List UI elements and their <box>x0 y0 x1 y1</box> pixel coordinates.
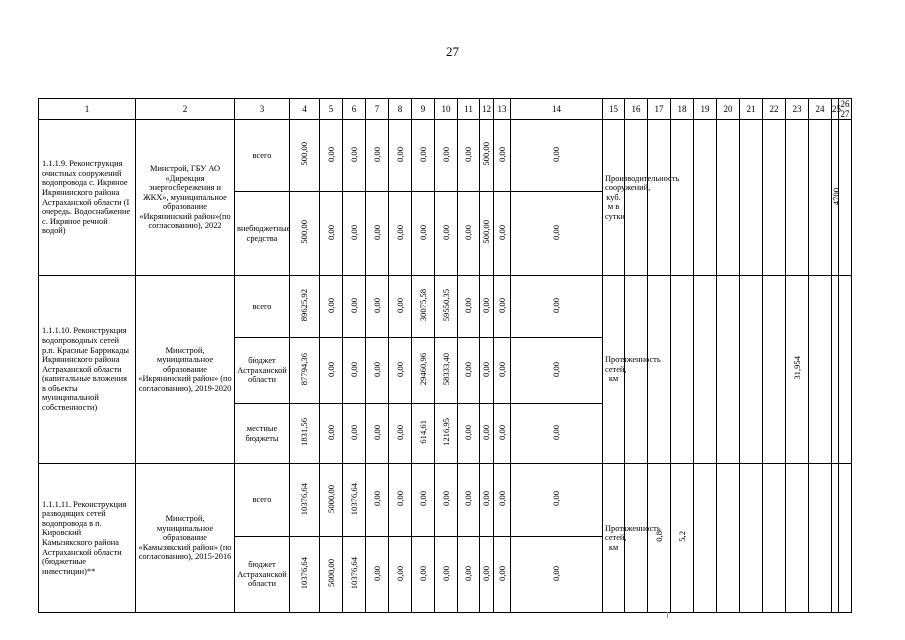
value-cell <box>290 404 320 464</box>
value-cell <box>480 537 494 613</box>
value-text: 0,00 <box>325 146 336 162</box>
value-cell <box>343 276 366 338</box>
value-cell <box>511 276 603 338</box>
value-cell <box>494 120 511 192</box>
value-text: 0,00 <box>463 361 473 377</box>
value-cell <box>290 120 320 192</box>
value-cell <box>511 120 603 192</box>
header-cell: 7 <box>366 99 389 120</box>
value-cell <box>458 276 480 338</box>
value-text: 0,00 <box>394 491 405 507</box>
value-text: 0,00 <box>371 491 382 507</box>
value-text: 0,00 <box>481 491 491 507</box>
header-cell: 3 <box>235 99 290 120</box>
value-cell <box>320 338 343 404</box>
value-cell <box>435 276 458 338</box>
header-cell: 2 <box>136 99 235 120</box>
target-cell <box>648 120 671 276</box>
value-text: 0,00 <box>496 146 507 162</box>
value-text: 0,00 <box>325 361 336 377</box>
value-cell <box>366 276 389 338</box>
target-cell <box>717 464 740 613</box>
target-cell <box>763 120 786 276</box>
value-cell <box>435 404 458 464</box>
value-text: 0,00 <box>440 565 451 581</box>
value-cell <box>435 537 458 613</box>
value-cell <box>343 537 366 613</box>
value-text: 0,00 <box>496 297 507 313</box>
value-cell <box>320 537 343 613</box>
value-cell <box>511 338 603 404</box>
value-text: 0,00 <box>371 361 382 377</box>
value-cell <box>412 120 435 192</box>
value-text: 0,00 <box>394 146 405 162</box>
value-text: 500,00 <box>299 142 309 167</box>
value-text: 0,00 <box>348 297 359 313</box>
value-text: 0,00 <box>551 224 561 240</box>
value-text: 0,00 <box>463 424 473 440</box>
value-cell <box>389 537 412 613</box>
value-cell <box>343 404 366 464</box>
measure-name: 1.1.1.9. Реконструкция очистных сооружений водопровода с. Икряное Икрянинского района Астраханской области (I очередь. Водоснабжение с. Икряное речной водой) <box>39 120 136 276</box>
value-cell <box>511 464 603 537</box>
target-cell <box>740 464 763 613</box>
target-cell <box>832 120 839 276</box>
executor-cell: Минстрой, ГБУ АО «Дирекция энергосбережения и ЖКХ», муниципальное образование «Икрянинский район»(по согласованию), 2022 <box>136 120 235 276</box>
value-text: 30075,58 <box>417 289 428 322</box>
target-cell <box>763 276 786 464</box>
value-text: 10376,64 <box>299 482 309 515</box>
target-cell <box>671 276 694 464</box>
value-cell <box>412 338 435 404</box>
value-cell <box>480 120 494 192</box>
target-cell <box>740 120 763 276</box>
value-text: 0,00 <box>463 224 473 240</box>
value-text: 10376,64 <box>348 482 359 515</box>
value-cell <box>320 276 343 338</box>
value-text: 0,00 <box>481 424 491 440</box>
target-cell <box>740 276 763 464</box>
value-cell <box>412 537 435 613</box>
header-cell: 6 <box>343 99 366 120</box>
value-cell <box>458 338 480 404</box>
value-text: 0,00 <box>325 224 336 240</box>
value-cell <box>458 537 480 613</box>
header-cell: 4 <box>290 99 320 120</box>
value-cell <box>366 120 389 192</box>
value-text: 0,00 <box>394 297 405 313</box>
header-cell: 9 <box>412 99 435 120</box>
value-text: 58333,40 <box>440 353 451 386</box>
target-cell <box>839 464 852 613</box>
executor-cell: Минстрой, муниципальное образование «Камызякский район» (по согласованию), 2015-2016 <box>136 464 235 613</box>
value-text: 0,00 <box>325 424 336 440</box>
value-text: 0,00 <box>440 146 451 162</box>
value-text: 0,00 <box>463 146 473 162</box>
funding-source: всего <box>235 276 290 338</box>
value-cell <box>290 464 320 537</box>
value-text: 0,00 <box>325 297 336 313</box>
target-cell <box>625 120 648 276</box>
value-text: 614,61 <box>417 420 428 445</box>
header-cell: 13 <box>494 99 511 120</box>
target-cell <box>809 120 832 276</box>
target-cell <box>786 276 809 464</box>
value-text: 10376,64 <box>348 557 359 590</box>
value-cell <box>511 404 603 464</box>
value-text: 0,00 <box>348 146 359 162</box>
value-cell <box>343 464 366 537</box>
page-number: 27 <box>446 44 459 59</box>
indicator-cell: Протяженность сетей, км <box>603 276 625 464</box>
value-text: 0,00 <box>348 424 359 440</box>
value-text: 0,00 <box>496 424 507 440</box>
value-cell <box>389 120 412 192</box>
value-cell <box>290 192 320 276</box>
value-cell <box>290 276 320 338</box>
value-cell <box>511 537 603 613</box>
value-cell <box>389 338 412 404</box>
value-text: 5000,00 <box>325 559 336 588</box>
value-text: 0,00 <box>417 565 428 581</box>
value-text: 0,00 <box>463 297 473 313</box>
value-cell <box>458 192 480 276</box>
value-cell <box>366 464 389 537</box>
value-cell <box>366 537 389 613</box>
target-value: 0,8 <box>653 531 664 543</box>
value-text: 5000,00 <box>325 484 336 513</box>
header-cell: 17 <box>648 99 671 120</box>
value-cell <box>343 338 366 404</box>
value-text: 89625,92 <box>299 289 309 322</box>
measure-name: 1.1.1.10. Реконструкция водопроводных сетей р.п. Красные Баррикады Икрянинского района Астраханской области (капитальные вложения в объекты муниципальной собственности) <box>39 276 136 464</box>
header-cell: 25 <box>832 99 839 120</box>
value-cell <box>435 192 458 276</box>
target-cell <box>809 464 832 613</box>
header-cell: 16 <box>625 99 648 120</box>
value-cell <box>389 464 412 537</box>
header-cell: 24 <box>809 99 832 120</box>
value-cell <box>458 404 480 464</box>
indicator-cell: Протяженность сетей, км <box>603 464 625 613</box>
value-text: 0,00 <box>417 146 428 162</box>
value-cell <box>480 276 494 338</box>
funding-source: бюджет Астраханской области <box>235 537 290 613</box>
budget-table <box>38 98 852 613</box>
executor-cell: Минстрой, муниципальное образование «Икрянинский район» (по согласованию), 2019-2020 <box>136 276 235 464</box>
value-text: 0,00 <box>371 224 382 240</box>
value-cell <box>511 192 603 276</box>
funding-source: бюджет Астраханской области <box>235 338 290 404</box>
value-text: 0,00 <box>496 361 507 377</box>
value-cell <box>480 192 494 276</box>
value-cell <box>458 464 480 537</box>
value-text: 0,00 <box>551 297 561 313</box>
header-cell: 5 <box>320 99 343 120</box>
target-cell <box>839 276 852 464</box>
value-text: 0,00 <box>394 565 405 581</box>
value-cell <box>389 276 412 338</box>
header-cell: 19 <box>694 99 717 120</box>
value-cell <box>480 338 494 404</box>
header-cell: 11 <box>458 99 480 120</box>
target-cell <box>694 276 717 464</box>
target-cell <box>671 120 694 276</box>
target-cell <box>786 464 809 613</box>
value-cell <box>320 192 343 276</box>
value-cell <box>494 404 511 464</box>
value-text: 0,00 <box>496 565 507 581</box>
value-text: 1831,56 <box>299 418 309 447</box>
value-cell <box>435 338 458 404</box>
target-cell <box>717 120 740 276</box>
value-text: 0,00 <box>463 565 473 581</box>
value-text: 0,00 <box>371 565 382 581</box>
value-text: 0,00 <box>496 491 507 507</box>
value-cell <box>412 276 435 338</box>
header-cell: 21 <box>740 99 763 120</box>
target-value: 5,2 <box>676 531 687 543</box>
value-cell <box>458 120 480 192</box>
value-cell <box>343 192 366 276</box>
value-text: 0,00 <box>394 361 405 377</box>
target-cell <box>809 276 832 464</box>
value-text: 0,00 <box>551 565 561 581</box>
value-cell <box>494 464 511 537</box>
header-cell: 1 <box>39 99 136 120</box>
value-cell <box>343 120 366 192</box>
target-cell <box>832 464 839 613</box>
header-cell: 18 <box>671 99 694 120</box>
target-cell <box>717 276 740 464</box>
value-text: 0,00 <box>394 224 405 240</box>
measure-name: 1.1.1.11. Реконструкция разводящих сетей водопровода в п. Кировский Камызякского района Астраханской области (бюджетные инвестиции)** <box>39 464 136 613</box>
value-cell <box>494 192 511 276</box>
value-cell <box>389 404 412 464</box>
funding-source: всего <box>235 464 290 537</box>
value-cell <box>320 464 343 537</box>
value-text: 0,00 <box>551 424 561 440</box>
target-cell <box>625 276 648 464</box>
value-text: 0,00 <box>440 224 451 240</box>
value-cell <box>389 192 412 276</box>
value-text: 0,00 <box>440 491 451 507</box>
header-cell: 23 <box>786 99 809 120</box>
value-text: 500,00 <box>299 220 309 245</box>
header-cell: 26 27 <box>840 99 850 119</box>
value-text: 0,00 <box>394 424 405 440</box>
value-text: 0,00 <box>481 361 491 377</box>
value-text: 500,00 <box>481 220 491 245</box>
funding-source: внебюджетные средства <box>235 192 290 276</box>
table-row <box>39 276 852 338</box>
value-cell <box>412 404 435 464</box>
value-cell <box>494 276 511 338</box>
target-cell <box>786 120 809 276</box>
target-cell <box>832 276 839 464</box>
value-cell <box>366 404 389 464</box>
funding-source: местные бюджеты <box>235 404 290 464</box>
indicator-cell: Производительность сооружений, куб. м в сутки <box>603 120 625 276</box>
header-cell: 22 <box>763 99 786 120</box>
value-text: 29460,96 <box>417 353 428 386</box>
target-cell <box>671 464 694 613</box>
value-cell <box>320 404 343 464</box>
header-cell: 15 <box>603 99 625 120</box>
value-cell <box>320 120 343 192</box>
target-value: 31,954 <box>791 356 802 381</box>
value-cell <box>412 464 435 537</box>
value-cell <box>480 464 494 537</box>
table-row <box>39 464 852 537</box>
header-cell: 20 <box>717 99 740 120</box>
scan-mark <box>667 612 668 618</box>
value-text: 0,00 <box>348 224 359 240</box>
target-cell <box>625 464 648 613</box>
value-cell <box>290 338 320 404</box>
header-cell: 12 <box>480 99 494 120</box>
value-text: 0,00 <box>463 491 473 507</box>
value-text: 500,00 <box>481 142 491 167</box>
target-value: 4700 <box>831 187 841 205</box>
value-cell <box>290 537 320 613</box>
value-text: 0,00 <box>417 491 428 507</box>
value-text: 0,00 <box>481 297 491 313</box>
value-cell <box>412 192 435 276</box>
value-cell <box>435 120 458 192</box>
header-cell: 14 <box>511 99 603 120</box>
target-cell <box>648 276 671 464</box>
funding-source: всего <box>235 120 290 192</box>
value-cell <box>494 537 511 613</box>
value-cell <box>366 338 389 404</box>
value-text: 0,00 <box>371 424 382 440</box>
value-text: 0,00 <box>371 146 382 162</box>
value-text: 1216,95 <box>440 418 451 447</box>
header-cell: 10 <box>435 99 458 120</box>
target-cell <box>694 120 717 276</box>
value-text: 0,00 <box>551 491 561 507</box>
target-cell <box>694 464 717 613</box>
value-cell <box>366 192 389 276</box>
value-cell <box>494 338 511 404</box>
value-cell <box>480 404 494 464</box>
value-text: 0,00 <box>551 361 561 377</box>
value-text: 0,00 <box>481 565 491 581</box>
value-text: 0,00 <box>371 297 382 313</box>
value-text: 0,00 <box>551 146 561 162</box>
value-text: 0,00 <box>496 224 507 240</box>
value-text: 59550,35 <box>440 289 451 322</box>
target-cell <box>763 464 786 613</box>
header-cell: 8 <box>389 99 412 120</box>
value-text: 0,00 <box>417 224 428 240</box>
value-cell <box>435 464 458 537</box>
value-text: 87794,36 <box>299 353 309 386</box>
table-row <box>39 120 852 192</box>
value-text: 10376,64 <box>299 557 309 590</box>
value-text: 0,00 <box>348 361 359 377</box>
header-row <box>39 99 852 120</box>
target-cell <box>648 464 671 613</box>
